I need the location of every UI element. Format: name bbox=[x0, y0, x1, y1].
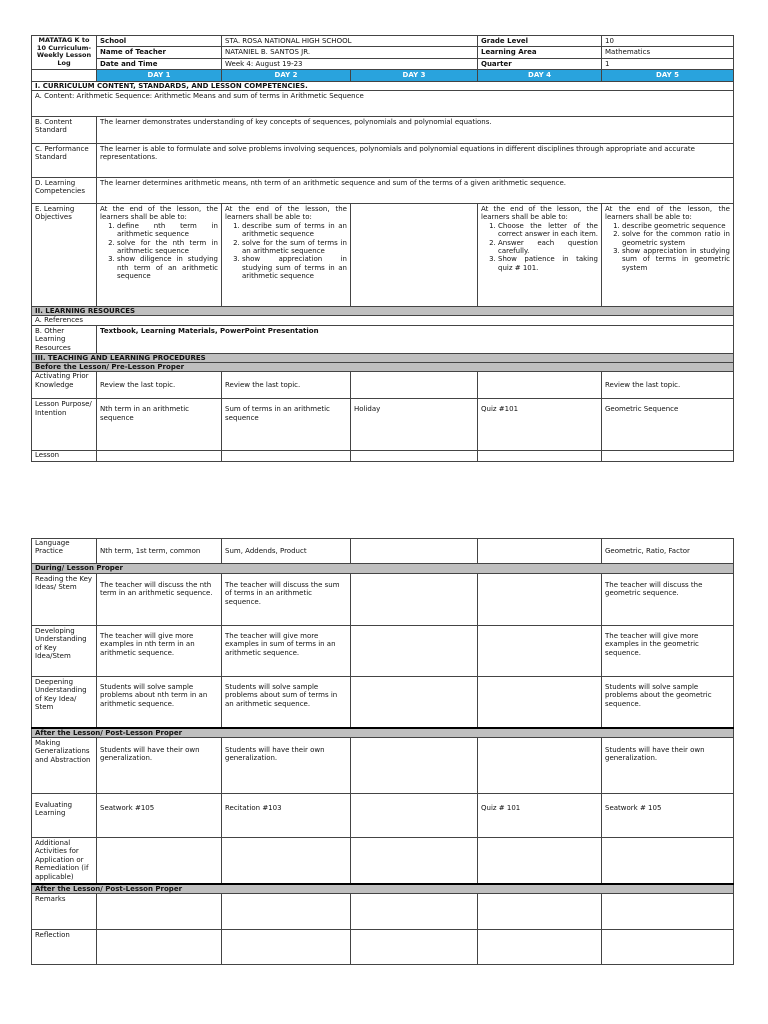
generalization-day-4 bbox=[478, 738, 602, 794]
reflection-day-5 bbox=[602, 930, 734, 965]
quarter-value: 1 bbox=[602, 58, 734, 69]
deepening-day-2: Students will solve sample problems about sum of terms in an arithmetic sequence. bbox=[222, 677, 351, 728]
objectives-list bbox=[605, 222, 730, 272]
activating-day-4 bbox=[478, 372, 602, 399]
grade-value: 10 bbox=[602, 36, 734, 47]
reading-label: Reading the Key Ideas/ Stem bbox=[32, 574, 97, 626]
remarks-day-4 bbox=[478, 894, 602, 930]
performance-standard: The learner is able to formulate and solve problems involving sequences, polynomials and polynomial equations in different disciplines through appropriate and accurate representations. bbox=[97, 144, 734, 178]
developing-day-4 bbox=[478, 626, 602, 677]
school-value: STA. ROSA NATIONAL HIGH SCHOOL bbox=[222, 36, 478, 47]
purpose-day-5: Geometric Sequence bbox=[602, 399, 734, 451]
teacher-label: Name of Teacher bbox=[97, 47, 222, 58]
day-5-objectives bbox=[602, 204, 734, 307]
additional-day-5 bbox=[602, 838, 734, 884]
purpose-day-2: Sum of terms in an arithmetic sequence bbox=[222, 399, 351, 451]
content-row: A. Content: Arithmetic Sequence: Arithmetic Means and sum of terms in Arithmetic Sequence bbox=[32, 91, 734, 117]
other-resources: Textbook, Learning Materials, PowerPoint Presentation bbox=[97, 326, 734, 354]
lesson-day-4 bbox=[478, 451, 602, 461]
log-title: MATATAG K to 10 Curriculum-Weekly Lesson Log bbox=[32, 36, 97, 70]
objectives-list bbox=[225, 222, 347, 281]
deepening-day-5: Students will solve sample problems about the geometric sequence. bbox=[602, 677, 734, 728]
generalization-day-2: Students will have their own generalization. bbox=[222, 738, 351, 794]
reflection-day-1 bbox=[97, 930, 222, 965]
activating-label: Activating Prior Knowledge bbox=[32, 372, 97, 399]
activating-day-1: Review the last topic. bbox=[97, 372, 222, 399]
generalization-day-1: Students will have their own generalization. bbox=[97, 738, 222, 794]
reflection-day-4 bbox=[478, 930, 602, 965]
objective-item: 3. show diligence in studying nth term of an arithmetic sequence bbox=[117, 255, 218, 280]
remarks-day-3 bbox=[351, 894, 478, 930]
remarks-label: Remarks bbox=[32, 894, 97, 930]
developing-label: Developing Understanding of Key Idea/Stem bbox=[32, 626, 97, 677]
remarks-day-2 bbox=[222, 894, 351, 930]
quarter-label: Quarter bbox=[478, 58, 602, 69]
section-3-title: III. TEACHING AND LEARNING PROCEDURES bbox=[32, 354, 734, 363]
day-1-objectives bbox=[97, 204, 222, 307]
lesson-day-5 bbox=[602, 451, 734, 461]
day-header-blank bbox=[32, 70, 97, 81]
remarks-day-1 bbox=[97, 894, 222, 930]
objectives-intro: At the end of the lesson, the learners shall be able to: bbox=[481, 205, 598, 222]
after-lesson-title-2: After the Lesson/ Post-Lesson Proper bbox=[32, 884, 734, 894]
remarks-day-5 bbox=[602, 894, 734, 930]
reading-day-5: The teacher will discuss the geometric sequence. bbox=[602, 574, 734, 626]
day-3-objectives bbox=[351, 204, 478, 307]
deepening-day-1: Students will solve sample problems about nth term in an arithmetic sequence. bbox=[97, 677, 222, 728]
language-day-3 bbox=[351, 539, 478, 564]
language-day-1: Nth term, 1st term, common bbox=[97, 539, 222, 564]
lesson-log-page-2 bbox=[31, 538, 734, 965]
reflection-day-3 bbox=[351, 930, 478, 965]
developing-day-3 bbox=[351, 626, 478, 677]
grade-label: Grade Level bbox=[478, 36, 602, 47]
reflection-label: Reflection bbox=[32, 930, 97, 965]
reflection-day-2 bbox=[222, 930, 351, 965]
evaluating-day-4: Quiz # 101 bbox=[478, 794, 602, 838]
day-2-objectives bbox=[222, 204, 351, 307]
teacher-value: NATANIEL B. SANTOS JR. bbox=[222, 47, 478, 58]
generalization-label: Making Generalizations and Abstraction bbox=[32, 738, 97, 794]
before-lesson-title: Before the Lesson/ Pre-Lesson Proper bbox=[32, 363, 734, 372]
deepening-day-4 bbox=[478, 677, 602, 728]
additional-label: Additional Activities for Application or Remediation (if applicable) bbox=[32, 838, 97, 884]
school-label: School bbox=[97, 36, 222, 47]
date-label: Date and Time bbox=[97, 58, 222, 69]
language-label: Language Practice bbox=[32, 539, 97, 564]
performance-standard-label: C. Performance Standard bbox=[32, 144, 97, 178]
activating-day-3 bbox=[351, 372, 478, 399]
objectives-list bbox=[481, 222, 598, 272]
objective-item: 3. show appreciation in studying sum of terms in an arithmetic sequence bbox=[242, 255, 347, 280]
day-3-header: DAY 3 bbox=[351, 70, 478, 81]
activating-day-5: Review the last topic. bbox=[602, 372, 734, 399]
lesson-day-1 bbox=[97, 451, 222, 461]
additional-day-3 bbox=[351, 838, 478, 884]
developing-day-5: The teacher will give more examples in the geometric sequence. bbox=[602, 626, 734, 677]
day-2-header: DAY 2 bbox=[222, 70, 351, 81]
purpose-day-4: Quiz #101 bbox=[478, 399, 602, 451]
lesson-log-page-1 bbox=[31, 35, 734, 462]
objective-item: 1. Choose the letter of the correct answer in each item. bbox=[498, 222, 598, 239]
objective-item: 2. solve for the common ratio in geometric system bbox=[622, 230, 730, 247]
language-day-5: Geometric, Ratio, Factor bbox=[602, 539, 734, 564]
objective-item: 1. describe geometric sequence bbox=[622, 222, 730, 230]
objective-item: 3. Show patience in taking quiz # 101. bbox=[498, 255, 598, 272]
reading-day-3 bbox=[351, 574, 478, 626]
deepening-label: Deepening Understanding of Key Idea/ Stem bbox=[32, 677, 97, 728]
lesson-day-3 bbox=[351, 451, 478, 461]
references-label: A. References bbox=[32, 316, 734, 326]
section-2-title: II. LEARNING RESOURCES bbox=[32, 307, 734, 316]
day-5-header: DAY 5 bbox=[602, 70, 734, 81]
generalization-day-3 bbox=[351, 738, 478, 794]
objective-item: 1. describe sum of terms in an arithmetic sequence bbox=[242, 222, 347, 239]
deepening-day-3 bbox=[351, 677, 478, 728]
evaluating-day-1: Seatwork #105 bbox=[97, 794, 222, 838]
evaluating-label: Evaluating Learning bbox=[32, 794, 97, 838]
generalization-day-5: Students will have their own generalization. bbox=[602, 738, 734, 794]
purpose-day-3: Holiday bbox=[351, 399, 478, 451]
section-1-title: I. CURRICULUM CONTENT, STANDARDS, AND LESSON COMPETENCIES. bbox=[32, 81, 734, 90]
reading-day-2: The teacher will discuss the sum of terms in an arithmetic sequence. bbox=[222, 574, 351, 626]
day-4-header: DAY 4 bbox=[478, 70, 602, 81]
content-standard-label: B. Content Standard bbox=[32, 117, 97, 144]
objectives-label: E. Learning Objectives bbox=[32, 204, 97, 307]
during-lesson-title: During/ Lesson Proper bbox=[32, 564, 734, 574]
area-label: Learning Area bbox=[478, 47, 602, 58]
reading-day-1: The teacher will discuss the nth term in an arithmetic sequence. bbox=[97, 574, 222, 626]
activating-day-2: Review the last topic. bbox=[222, 372, 351, 399]
day-4-objectives bbox=[478, 204, 602, 307]
additional-day-4 bbox=[478, 838, 602, 884]
objectives-intro: At the end of the lesson, the learners shall be able to: bbox=[225, 205, 347, 222]
objective-item: 2. solve for the nth term in arithmetic sequence bbox=[117, 239, 218, 256]
purpose-label: Lesson Purpose/ Intention bbox=[32, 399, 97, 451]
additional-day-1 bbox=[97, 838, 222, 884]
objectives-list bbox=[100, 222, 218, 281]
objectives-intro: At the end of the lesson, the learners shall be able to: bbox=[605, 205, 730, 222]
after-lesson-title: After the Lesson/ Post-Lesson Proper bbox=[32, 728, 734, 738]
competencies: The learner determines arithmetic means, nth term of an arithmetic sequence and sum of the terms of a given arithmetic sequence. bbox=[97, 178, 734, 204]
language-day-2: Sum, Addends, Product bbox=[222, 539, 351, 564]
developing-day-1: The teacher will give more examples in nth term in an arithmetic sequence. bbox=[97, 626, 222, 677]
day-1-header: DAY 1 bbox=[97, 70, 222, 81]
evaluating-day-3 bbox=[351, 794, 478, 838]
lesson-day-2 bbox=[222, 451, 351, 461]
content-standard: The learner demonstrates understanding of key concepts of sequences, polynomials and polynomial equations. bbox=[97, 117, 734, 144]
developing-day-2: The teacher will give more examples in sum of terms in an arithmetic sequence. bbox=[222, 626, 351, 677]
competencies-label: D. Learning Competencies bbox=[32, 178, 97, 204]
purpose-day-1: Nth term in an arithmetic sequence bbox=[97, 399, 222, 451]
date-value: Week 4: August 19-23 bbox=[222, 58, 478, 69]
objective-item: 1. define nth term in arithmetic sequence bbox=[117, 222, 218, 239]
area-value: Mathematics bbox=[602, 47, 734, 58]
reading-day-4 bbox=[478, 574, 602, 626]
objectives-intro: At the end of the lesson, the learners shall be able to: bbox=[100, 205, 218, 222]
objective-item: 2. solve for the sum of terms in an arithmetic sequence bbox=[242, 239, 347, 256]
objective-item: 3. show appreciation in studying sum of terms in geometric system bbox=[622, 247, 730, 272]
language-day-4 bbox=[478, 539, 602, 564]
objective-item: 2. Answer each question carefully. bbox=[498, 239, 598, 256]
evaluating-day-2: Recitation #103 bbox=[222, 794, 351, 838]
additional-day-2 bbox=[222, 838, 351, 884]
lesson-label: Lesson bbox=[32, 451, 97, 461]
evaluating-day-5: Seatwork # 105 bbox=[602, 794, 734, 838]
other-resources-label: B. Other Learning Resources bbox=[32, 326, 97, 354]
